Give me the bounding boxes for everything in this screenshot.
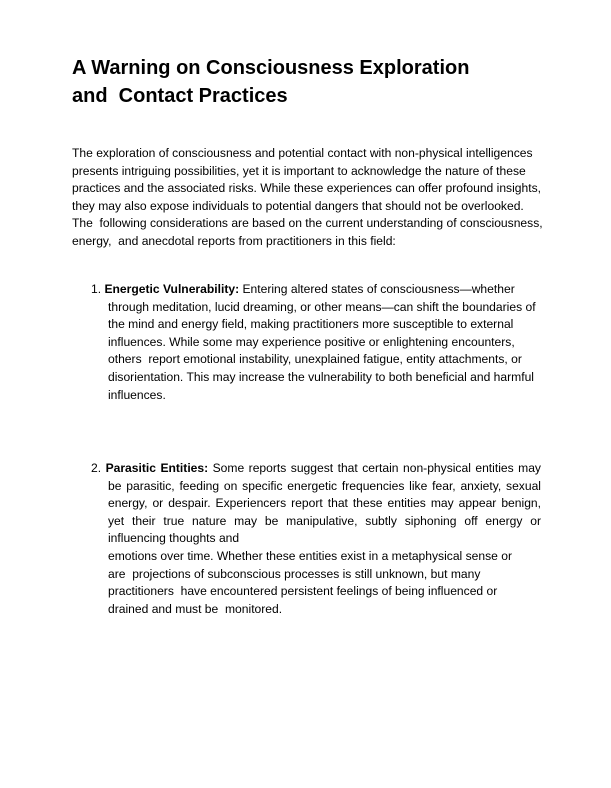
list-item-line: others report emotional instability, unexplained fatigue, entity attachments, or (108, 352, 522, 367)
title-line: A Warning on Consciousness Exploration (72, 57, 470, 79)
intro-line: presents intriguing possibilities, yet it is important to acknowledge the nature of these (72, 163, 526, 178)
list-item-line: influencing thoughts and (108, 531, 240, 546)
list-item-line: drained and must be monitored. (108, 601, 283, 616)
list-item-line: energy, or despair. Experiencers report that these entities may appear benign, (108, 496, 541, 511)
list-item-number: 2. (91, 461, 102, 475)
intro-line: they may also expose individuals to potential dangers that should not be overlooked. (72, 198, 524, 213)
list-item-line: influences. While some may experience positive or enlightening encounters, (108, 334, 515, 349)
list-item-text: Some reports suggest that certain non-physical entities may (208, 461, 541, 475)
list-item-line: the mind and energy field, making practitioners more susceptible to external (108, 317, 514, 332)
list-item-line: emotions over time. Whether these entities exist in a metaphysical sense or (108, 548, 512, 563)
list-item-number: 1. (91, 282, 102, 296)
title-line: and Contact Practices (72, 85, 288, 107)
intro-line: practices and the associated risks. While these experiences can offer profound insights, (72, 181, 541, 196)
intro-paragraph (72, 145, 543, 251)
intro-line: energy, and anecdotal reports from practitioners in this field: (72, 233, 396, 248)
list-item-line: disorientation. This may increase the vulnerability to both beneficial and harmful (108, 369, 534, 384)
intro-line: The exploration of consciousness and potential contact with non-physical intelligences (72, 146, 533, 160)
list-item (91, 281, 541, 404)
document-title (72, 54, 469, 110)
list-item-line: through meditation, lucid dreaming, or other means—can shift the boundaries of (108, 299, 536, 314)
list-item-line: practitioners have encountered persistent feelings of being influenced or (108, 584, 498, 599)
list-item-text: Entering altered states of consciousness—whether (239, 282, 515, 296)
list-item-first-line (91, 460, 541, 478)
list-item-heading: Parasitic Entities: (105, 461, 209, 475)
list-item-line: yet their true nature may be manipulative, subtly siphoning off energy or (108, 513, 541, 528)
list-item (91, 460, 541, 618)
list-item-first-line (91, 281, 541, 299)
list-item-heading: Energetic Vulnerability: (104, 282, 240, 296)
intro-line: The following considerations are based on the current understanding of consciousness, (72, 216, 543, 231)
list-item-line: be parasitic, feeding on specific energetic frequencies like fear, anxiety, sexual (108, 478, 541, 493)
list-item-line: are projections of subconscious processes is still unknown, but many (108, 566, 481, 581)
list-item-line: influences. (108, 387, 166, 402)
